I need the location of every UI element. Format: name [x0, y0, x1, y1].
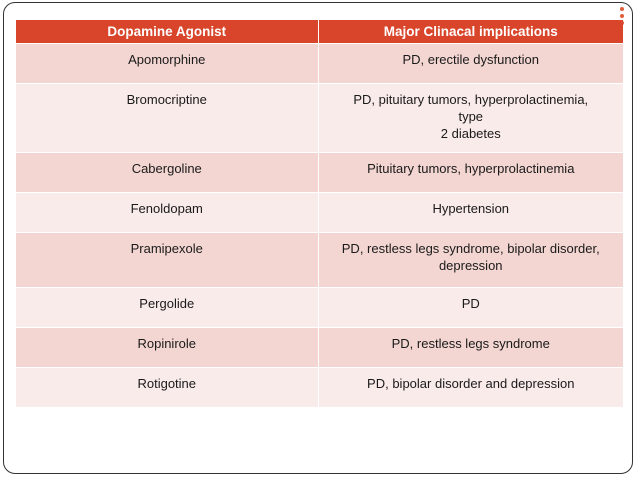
- agonist-name: Fenoldopam: [130, 201, 203, 216]
- agonist-name: Pergolide: [139, 296, 195, 311]
- table-row: [16, 328, 623, 368]
- dot-icon: [620, 14, 624, 18]
- table-body: [16, 44, 623, 408]
- dot-icon: [620, 7, 624, 11]
- cell-agonist: [16, 44, 318, 84]
- implication-line: PD: [461, 296, 480, 311]
- agonist-name: Apomorphine: [128, 52, 206, 67]
- cell-implications: [318, 233, 623, 288]
- cell-implications: [318, 328, 623, 368]
- agonist-name: Bromocriptine: [126, 92, 207, 107]
- cell-implications: [318, 153, 623, 193]
- cell-implications: [318, 368, 623, 408]
- table-row: [16, 233, 623, 288]
- table-row: [16, 44, 623, 84]
- table-header-row: [16, 20, 623, 44]
- implication-line: depression: [438, 258, 503, 273]
- implication-line: 2 diabetes: [440, 126, 501, 141]
- implication-line: PD, restless legs syndrome, bipolar disorder,: [341, 241, 600, 256]
- implication-line: PD, erectile dysfunction: [402, 52, 540, 67]
- implication-line: Pituitary tumors, hyperprolactinemia: [367, 161, 575, 176]
- cell-agonist: [16, 84, 318, 153]
- header-clinical-implications: Major Clinacal implications: [318, 20, 623, 44]
- table-row: [16, 368, 623, 408]
- cell-agonist: [16, 288, 318, 328]
- table-row: [16, 288, 623, 328]
- header-dopamine-agonist: Dopamine Agonist: [16, 20, 318, 44]
- table-row: [16, 193, 623, 233]
- implication-line: PD, restless legs syndrome: [391, 336, 550, 351]
- agonist-name: Pramipexole: [130, 241, 203, 256]
- table-row: [16, 153, 623, 193]
- implication-line: PD, bipolar disorder and depression: [367, 376, 575, 391]
- implication-line: Hypertension: [432, 201, 510, 216]
- cell-agonist: [16, 328, 318, 368]
- agonist-name: Rotigotine: [137, 376, 197, 391]
- cell-agonist: [16, 233, 318, 288]
- cell-implications: [318, 288, 623, 328]
- cell-agonist: [16, 368, 318, 408]
- table-row: [16, 84, 623, 153]
- cell-agonist: [16, 193, 318, 233]
- implication-line: type: [458, 109, 484, 124]
- cell-implications: [318, 44, 623, 84]
- cell-implications: [318, 193, 623, 233]
- dopamine-agonist-table: [16, 20, 623, 407]
- cell-agonist: [16, 153, 318, 193]
- agonist-name: Cabergoline: [131, 161, 202, 176]
- implication-line: PD, pituitary tumors, hyperprolactinemia,: [353, 92, 589, 107]
- agonist-name: Ropinirole: [137, 336, 197, 351]
- cell-implications: [318, 84, 623, 153]
